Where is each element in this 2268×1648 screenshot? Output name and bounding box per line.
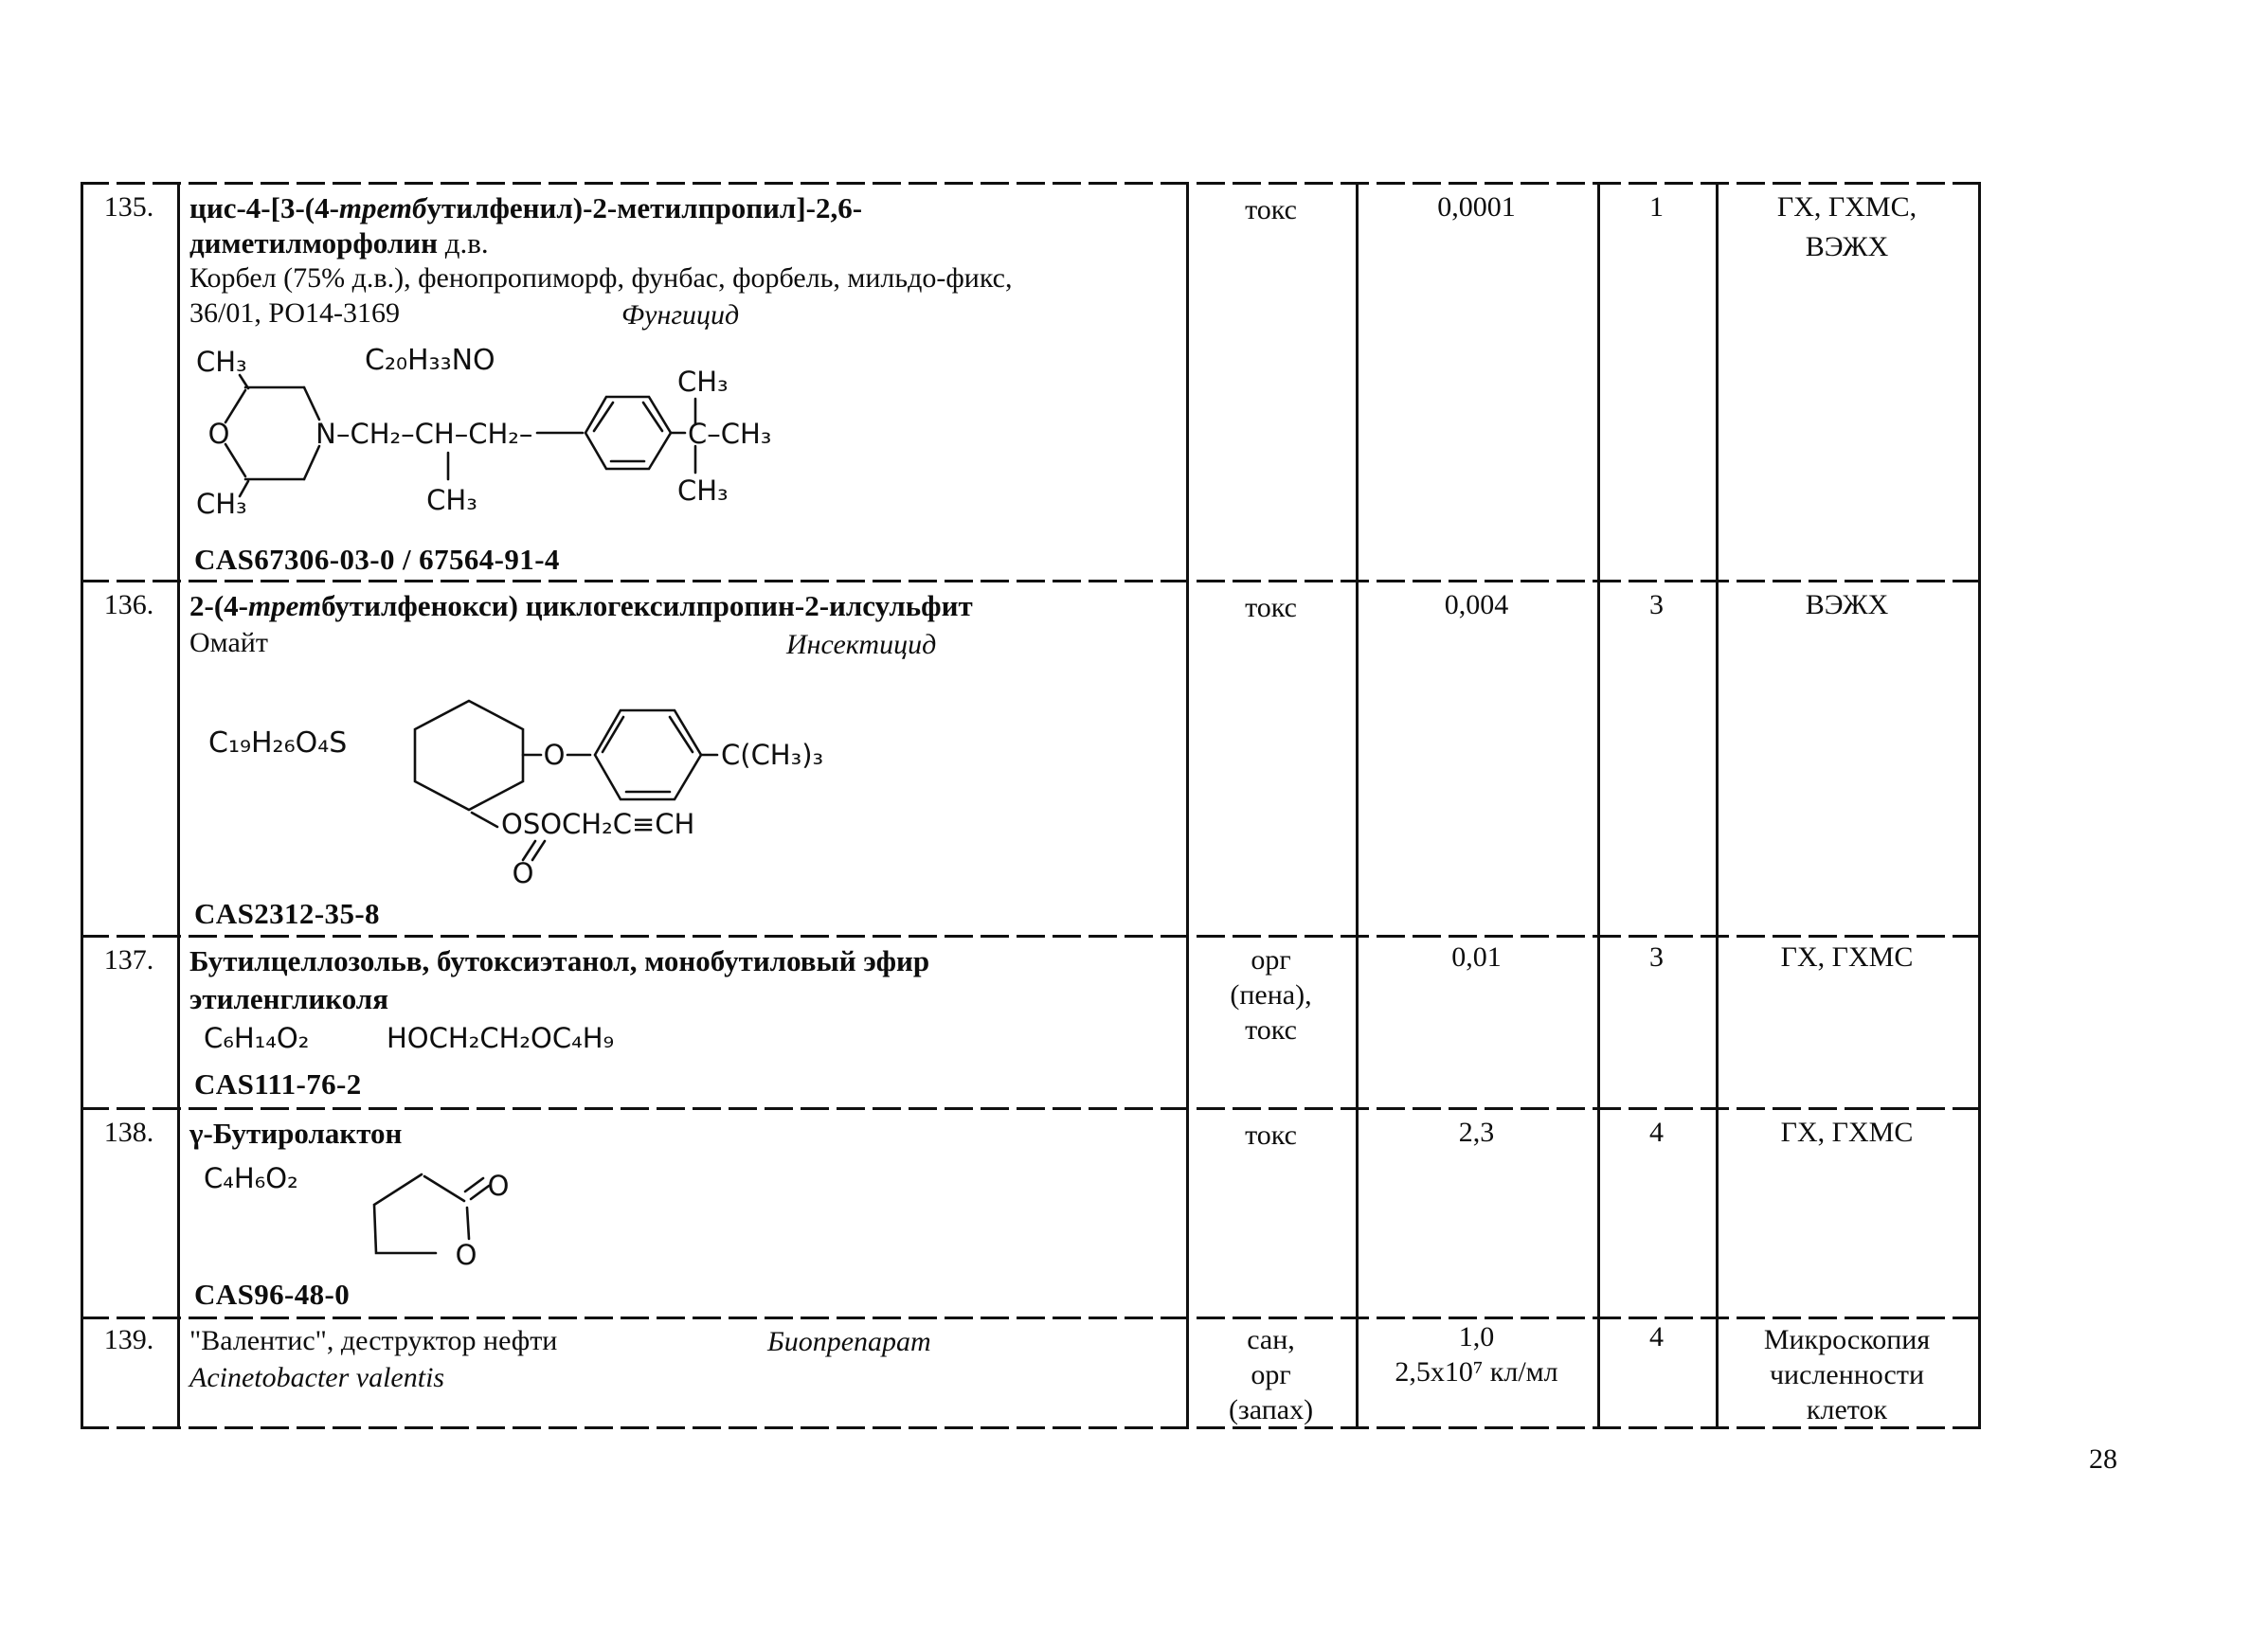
chemical-structure-propargite bbox=[185, 663, 848, 895]
control-type: (пена), bbox=[1230, 979, 1312, 1011]
column-divider bbox=[1597, 182, 1600, 1429]
control-type: сан, bbox=[1247, 1324, 1295, 1355]
substance-name: Бутилцеллозольв, бутоксиэтанол, монобутиловый эфир bbox=[189, 944, 930, 977]
ch3-label: CH₃ bbox=[677, 475, 729, 507]
row-divider bbox=[81, 935, 1981, 938]
molecular-formula: C₂₀H₃₃NO bbox=[365, 344, 495, 377]
limit-value: 0,01 bbox=[1451, 941, 1502, 973]
molecular-formula: C₆H₁₄O₂ bbox=[204, 1022, 310, 1054]
cas-number: CAS2312-35-8 bbox=[194, 897, 380, 930]
table-border-top bbox=[81, 182, 1981, 185]
table-border-right bbox=[1978, 182, 1981, 1429]
hazard-class: 3 bbox=[1649, 589, 1664, 620]
limit-value: 2,5x10⁷ кл/мл bbox=[1395, 1356, 1558, 1388]
carbonyl-oxygen-label: O bbox=[487, 1170, 510, 1202]
cas-number: CAS111-76-2 bbox=[194, 1067, 362, 1101]
molecular-formula: C₄H₆O₂ bbox=[204, 1162, 298, 1194]
limit-value: 0,004 bbox=[1444, 589, 1509, 620]
nitrogen-label: N bbox=[315, 418, 336, 450]
row-divider bbox=[81, 580, 1981, 582]
control-type: токс bbox=[1245, 1120, 1297, 1151]
sulfite-chain: OSOCH₂C≡CH bbox=[501, 808, 695, 840]
tert-butyl-label: C(CH₃)₃ bbox=[721, 739, 824, 771]
ether-oxygen-label: O bbox=[543, 739, 566, 771]
row-number: 138. bbox=[103, 1117, 154, 1148]
page-number: 28 bbox=[2089, 1443, 2117, 1475]
hazard-class: 3 bbox=[1649, 941, 1664, 973]
oxygen-label: O bbox=[207, 418, 230, 450]
category-label: Фунгицид bbox=[621, 299, 740, 331]
row-number: 135. bbox=[103, 191, 154, 223]
control-type: орг bbox=[1251, 944, 1291, 976]
analysis-methods: клеток bbox=[1806, 1394, 1888, 1425]
registration-code: 36/01, РО14-3169 bbox=[189, 297, 401, 329]
control-type: токс bbox=[1245, 1014, 1297, 1046]
ring-oxygen-label: O bbox=[455, 1239, 477, 1271]
analysis-methods: численности bbox=[1769, 1359, 1925, 1390]
table-border-left bbox=[81, 182, 83, 1429]
cas-number: CAS96-48-0 bbox=[194, 1278, 351, 1311]
analysis-methods: ВЭЖХ bbox=[1805, 589, 1889, 620]
analysis-methods: ГХ, ГХМС bbox=[1780, 1117, 1914, 1148]
chemical-structure-butyrolactone bbox=[360, 1167, 521, 1276]
row-number: 137. bbox=[103, 944, 154, 976]
hazard-class: 4 bbox=[1649, 1117, 1664, 1148]
chemical-structure-fenpropimorph bbox=[185, 339, 810, 540]
sulfonyl-oxygen-label: O bbox=[512, 857, 534, 889]
control-type: токс bbox=[1245, 194, 1297, 225]
species-name: Acinetobacter valentis bbox=[189, 1362, 445, 1393]
control-type: токс bbox=[1245, 592, 1297, 623]
ch3-label: CH₃ bbox=[196, 346, 247, 378]
row-number: 136. bbox=[103, 589, 154, 620]
table-border-bottom bbox=[81, 1426, 1981, 1429]
category-label: Инсектицид bbox=[786, 629, 937, 660]
quaternary-carbon: C–CH₃ bbox=[688, 418, 772, 450]
hazard-class: 1 bbox=[1649, 191, 1664, 223]
column-divider bbox=[1186, 182, 1189, 1429]
control-type: орг bbox=[1251, 1359, 1291, 1390]
substance-name-line2: этиленгликоля bbox=[189, 982, 388, 1015]
analysis-methods: Микроскопия bbox=[1763, 1324, 1931, 1355]
row-divider bbox=[81, 1107, 1981, 1110]
alkyl-chain: –CH₂–CH–CH₂– bbox=[336, 418, 533, 450]
analysis-methods: ГХ, ГХМС bbox=[1780, 941, 1914, 973]
substance-name-line2: диметилморфолин д.в. bbox=[189, 226, 489, 260]
hazard-class: 4 bbox=[1649, 1321, 1664, 1352]
trade-name: Омайт bbox=[189, 627, 268, 658]
ch3-label: CH₃ bbox=[196, 488, 247, 520]
row-number: 139. bbox=[103, 1324, 154, 1355]
substance-name: γ-Бутиролактон bbox=[189, 1117, 403, 1150]
category-label: Биопрепарат bbox=[767, 1326, 931, 1357]
synonyms: Корбел (75% д.в.), фенопропиморф, фунбас, форбель, мильдо-фикс, bbox=[189, 262, 1013, 294]
limit-value: 2,3 bbox=[1458, 1117, 1495, 1148]
analysis-methods: ГХ, ГХМС, bbox=[1776, 191, 1917, 223]
substance-name: цис-4-[3-(4-третбутилфенил)-2-метилпропил]-2,6- bbox=[189, 191, 863, 224]
analysis-methods: ВЭЖХ bbox=[1805, 231, 1889, 262]
limit-value: 0,0001 bbox=[1437, 191, 1516, 223]
substance-name: 2-(4-третбутилфенокси) циклогексилпропин-2-илсульфит bbox=[189, 589, 973, 622]
column-divider bbox=[177, 182, 180, 1429]
ch3-label: CH₃ bbox=[426, 484, 477, 516]
control-type: (запах) bbox=[1228, 1394, 1314, 1425]
ch3-label: CH₃ bbox=[677, 366, 729, 398]
column-divider bbox=[1716, 182, 1719, 1429]
limit-value: 1,0 bbox=[1458, 1321, 1495, 1352]
substance-name: "Валентис", деструктор нефти bbox=[189, 1325, 558, 1356]
cas-number: CAS67306-03-0 / 67564-91-4 bbox=[194, 543, 560, 576]
column-divider bbox=[1356, 182, 1359, 1429]
molecular-formula: C₁₉H₂₆O₄S bbox=[208, 726, 348, 760]
structural-formula: HOCH₂CH₂OC₄H₉ bbox=[387, 1022, 615, 1054]
